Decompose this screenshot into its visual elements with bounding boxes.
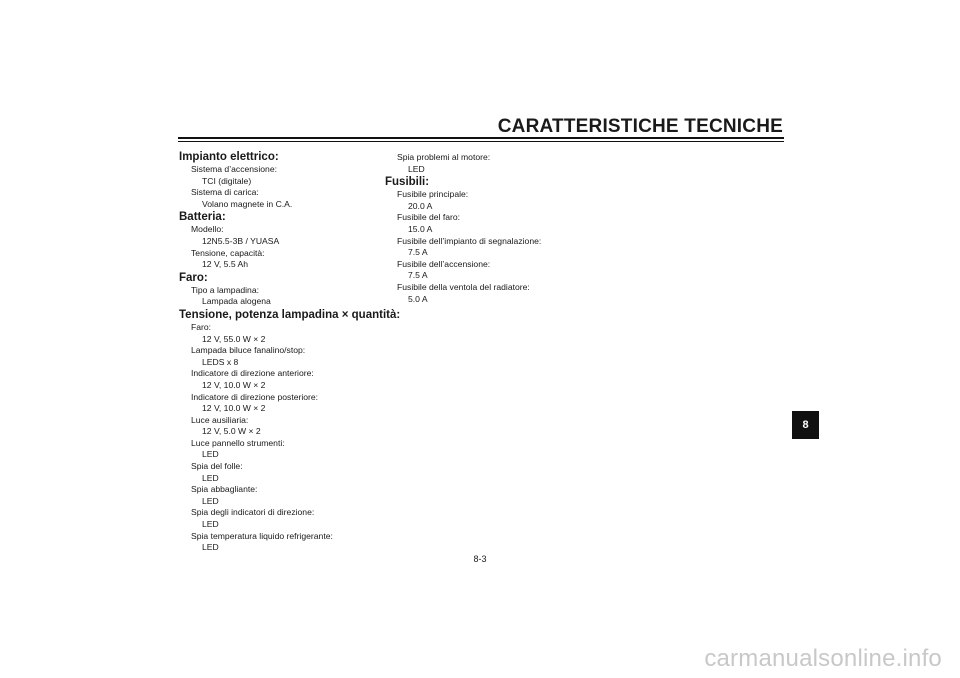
spec-label: Indicatore di direzione anteriore: — [191, 368, 314, 379]
spec-value: 15.0 A — [408, 223, 433, 234]
page-number: 8-3 — [473, 554, 487, 564]
spec-value: LED — [202, 449, 219, 460]
spec-label: Sistema di carica: — [191, 187, 259, 198]
chapter-tab[interactable]: 8 — [792, 411, 819, 439]
section-heading: Batteria: — [179, 211, 226, 224]
spec-label: Sistema d’accensione: — [191, 164, 277, 174]
spec-value: 5.0 A — [408, 293, 428, 304]
spec-label: Faro: — [191, 321, 212, 332]
spec-label: Fusibile della ventola del radiatore: — [397, 281, 530, 292]
spec-value: LED — [202, 519, 219, 530]
spec-value: 12N5.5-3B / YUASA — [202, 235, 280, 246]
spec-value: 7.5 A — [408, 270, 428, 281]
spec-label: Modello: — [191, 224, 224, 235]
spec-label: Fusibile dell’impianto di segnalazione: — [397, 235, 542, 246]
spec-value: LEDS x 8 — [202, 356, 239, 367]
watermark: carmanualsonline.info — [704, 645, 942, 672]
spec-label: Lampada biluce fanalino/stop: — [191, 345, 306, 356]
spec-value: 12 V, 10.0 W × 2 — [202, 379, 266, 390]
spec-label: Luce pannello strumenti: — [191, 437, 285, 448]
spec-value: 20.0 A — [408, 200, 433, 211]
section-heading: Tensione, potenza lampadina × quantità: — [179, 308, 401, 321]
section-heading: Fusibili: — [385, 176, 430, 189]
spec-column-left — [179, 150, 401, 554]
title-rule — [178, 137, 784, 139]
spec-value: 7.5 A — [408, 247, 428, 258]
spec-label: Spia abbagliante: — [191, 484, 258, 495]
spec-label: Tipo a lampadina: — [191, 284, 259, 295]
spec-label: Spia temperatura liquido refrigerante: — [191, 530, 333, 541]
spec-value: LED — [202, 472, 219, 483]
spec-value: Lampada alogena — [202, 296, 271, 307]
section-heading: Impianto elettrico: — [179, 151, 279, 163]
page-title: CARATTERISTICHE TECNICHE — [497, 116, 783, 137]
spec-label: Fusibile principale: — [397, 189, 469, 200]
spec-value: LED — [202, 542, 219, 553]
title-rule-thin — [178, 141, 784, 142]
spec-value: 12 V, 5.0 W × 2 — [202, 426, 261, 437]
spec-label: Luce ausiliaria: — [191, 414, 249, 425]
spec-value: 12 V, 55.0 W × 2 — [202, 333, 266, 344]
spec-value: 12 V, 5.5 Ah — [202, 259, 249, 270]
spec-value: 12 V, 10.0 W × 2 — [202, 403, 266, 414]
spec-label: Fusibile del faro: — [397, 212, 461, 223]
spec-label: Indicatore di direzione posteriore: — [191, 391, 319, 402]
spec-label: Spia problemi al motore: — [397, 152, 491, 162]
spec-label: Fusibile dell’accensione: — [397, 258, 491, 269]
spec-column-right — [385, 152, 585, 305]
spec-value: LED — [202, 495, 219, 506]
section-heading: Faro: — [179, 271, 208, 284]
spec-label: Spia degli indicatori di direzione: — [191, 507, 315, 518]
spec-label: Tensione, capacità: — [191, 247, 265, 258]
spec-value: LED — [408, 163, 425, 174]
spec-value: TCI (digitale) — [202, 175, 252, 186]
spec-value: Volano magnete in C.A. — [202, 198, 293, 209]
spec-label: Spia del folle: — [191, 461, 243, 472]
